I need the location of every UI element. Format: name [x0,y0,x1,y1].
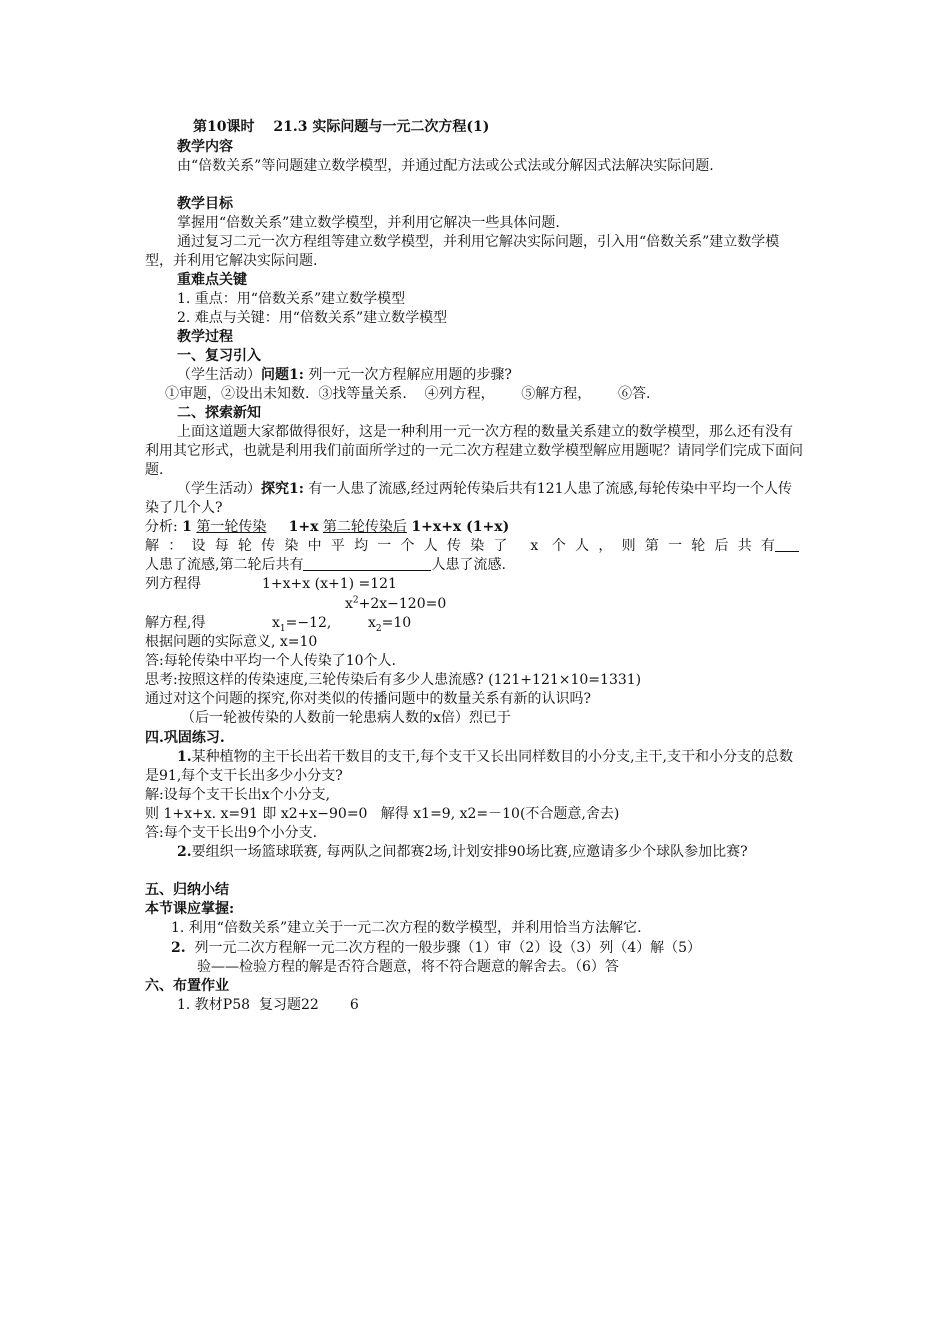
summary-2-number: 2. [171,940,186,956]
homework-item: 1. 教材P58 复习题22 6 [177,997,359,1013]
root-1 [272,614,331,632]
key-point-2: 2. 难点与关键：用“倍数关系”建立数学模型 [177,310,448,326]
section-homework-heading: 六、布置作业 [145,978,229,994]
goals-heading: 教学目标 [177,196,233,212]
blank-2 [303,556,431,571]
think-line: 思考:按照这样的传染速度,三轮传染后有多少人患流感? (121+121×10=1331) [145,672,642,688]
activity-tag: （学生活动） [177,481,261,497]
through-line: 通过对这个问题的探究,你对类似的传播问题中的数量关系有新的认识吗? [145,691,591,707]
summary-2 [171,939,701,957]
analysis-line [145,518,509,536]
summary-1: 1. 利用“倍数关系”建立关于一元二次方程的数学模型，并利用恰当方法解它. [171,920,642,936]
problem-text: 要组织一场篮球联赛, 每两队之间都赛2场,计划安排90场比赛,应邀请多少个球队参加比赛? [191,844,748,860]
practice-1-answer: 答:每个支干长出9个小分支. [145,825,318,841]
analysis-round-1: 第一轮传染 [196,519,267,535]
analysis-prefix: 分析: [145,519,183,535]
solution-text-2b: 人患了流感. [431,557,506,573]
content-heading: 教学内容 [177,139,233,155]
solution-text-2a: 人患了流感,第二轮后共有 [145,557,304,573]
solution-line-1 [145,537,805,555]
root2-var: x [368,615,376,631]
activity-tag: （学生活动） [177,367,261,383]
section-explore-heading: 二、探索新知 [177,405,261,421]
meaning-line: 根据问题的实际意义, x=10 [145,634,318,650]
summary-2-text: 列一元二次方程解一元二次方程的一般步骤（1）审（2）设（3）列（4）解（5） [185,940,702,956]
goal-2: 通过复习二元一次方程组等建立数学模型，并利用它解决实际问题，引入用“倍数关系”建立数学模型，并利用它解决实际问题. [145,234,780,269]
key-heading: 重难点关键 [177,272,247,288]
root1-var: x [272,615,280,631]
explore-intro: 上面这道题大家都做得很好，这是一种利用一元一次方程的数量关系建立的数学模型，那么还有没有利用其它形式，也就是利用我们前面所学过的一元二次方程建立数学模型解应用题呢？请同学们完成下面问题. [145,424,803,478]
root1-index: 1 [279,623,286,634]
analysis-round-2: 第二轮传染后 [322,519,407,535]
solution-text: 解：设每轮传染中平均一个人传染了 x 个人，则第一轮后共有 [145,538,775,554]
section-practice-heading: 四.巩固练习. [145,730,225,746]
practice-1-solution-1: 解:设每个支干长出x个小分支, [145,787,331,803]
key-point-1: 1. 重点：用“倍数关系”建立数学模型 [177,291,406,307]
explore-text: 有一人患了流感,经过两轮传染后共有121人患了流感,每轮传染中平均一个人传染了几个人? [145,481,792,516]
solution-line-2 [145,556,506,574]
eq2-var: x [345,596,353,612]
equation-prefix: 列方程得 [145,576,201,592]
section-review-heading: 一、复习引入 [177,348,261,364]
problem-number: 1. [177,749,192,765]
process-heading: 教学过程 [177,329,233,345]
root1-value: =−12, [285,615,332,631]
root2-value: =10 [381,615,412,631]
master-heading: 本节课应掌握: [145,901,235,917]
analysis-term-2: 1+x [288,519,319,535]
note-line: （后一轮被传染的人数前一轮患病人数的x倍）烈已于 [181,710,511,726]
review-question [177,366,512,384]
lesson-title: 第10课时 21.3 实际问题与一元二次方程(1) [193,119,490,135]
practice-1-solution-2: 则 1+x+x. x=91 即 x2+x−90=0 解得 x1=9, x2=－10(不合题意,舍去) [145,806,620,822]
section-summary-heading: 五、归纳小结 [145,882,229,898]
goal-1: 掌握用“倍数关系”建立数学模型，并利用它解决一些具体问题. [177,215,560,231]
question-label: 问题1: [261,367,304,383]
practice-problem-1 [145,748,805,786]
explore-label: 探究1: [261,481,304,497]
equation-1: 1+x+x (x+1) =121 [262,576,397,592]
problem-number: 2. [177,844,192,860]
answer-1: 答:每轮传染中平均一个人传染了10个人. [145,653,396,669]
solve-prefix: 解方程,得 [145,615,206,631]
analysis-term-3: 1+x+x (1+x) [411,519,510,535]
equation-2 [345,595,446,613]
analysis-term-1: 1 [182,519,192,535]
problem-text: 某种植物的主干长出若干数目的支干,每个支干又长出同样数目的小分支,主干,支干和小分支的总数是91,每个支干长出多少小分支? [145,749,793,784]
blank-1 [775,537,799,552]
question-text: 列一元一次方程解应用题的步骤? [303,367,512,383]
root-2 [368,614,411,632]
eq2-exponent: 2 [352,595,359,606]
eq2-rest: +2x−120=0 [358,596,447,612]
practice-problem-2 [145,843,805,862]
explore-problem-1 [145,480,805,518]
summary-2-continued: 验——检验方程的解是否符合题意，将不符合题意的解舍去。（6）答 [197,959,619,975]
steps-line: ①审题，②设出未知数. ③找等量关系. ④列方程， ⑤解方程， ⑥答. [165,386,651,402]
root2-index: 2 [375,623,382,634]
content-paragraph: 由“倍数关系”等问题建立数学模型，并通过配方法或公式法或分解因式法解决实际问题. [177,158,714,174]
